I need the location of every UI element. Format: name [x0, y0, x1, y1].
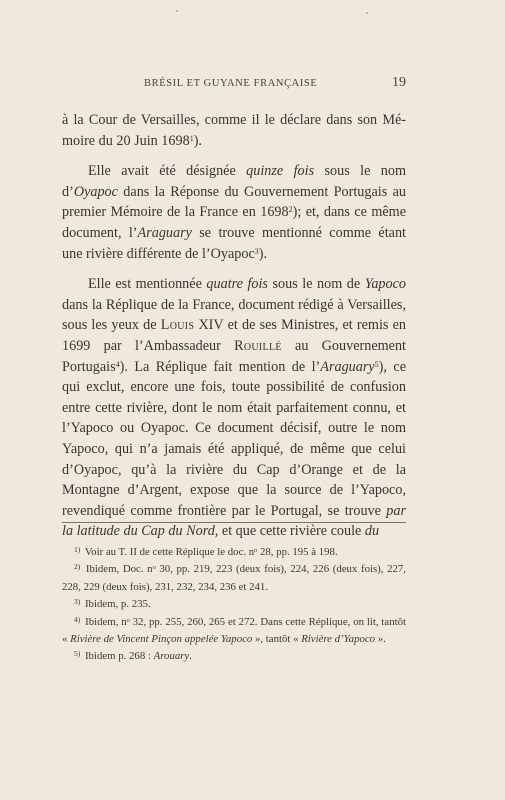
italic-run: Oyapoc [73, 183, 118, 200]
text-run: et que cette rivière coule [218, 523, 365, 540]
text-run: ); et, dans ce même document, l’ [62, 204, 406, 241]
page-number: 19 [392, 75, 406, 90]
paper-speck [176, 10, 178, 12]
footnote-ref: 1 [189, 133, 194, 143]
italic-run: du [364, 523, 380, 540]
footnote-text: Ibidem p. 268 : [84, 650, 154, 663]
text-run: Elle est mentionnée [88, 276, 207, 293]
footnote-text: ». [375, 633, 386, 646]
footnote-mark: 1) [74, 545, 81, 554]
footnote-ref: 5 [374, 359, 379, 369]
italic-run: par la latitude du Cap du Nord, [62, 502, 406, 540]
footnote-3 [62, 596, 406, 613]
text-run: dans la Réplique de la France, document rédigé à Versailles, sous les yeux de [62, 296, 406, 334]
paragraph-1 [62, 110, 406, 151]
text-run: au Gouvernement Portugais [62, 337, 406, 375]
running-title: BRÉSIL ET GUYANE FRANÇAISE [144, 78, 318, 89]
footnotes [62, 544, 406, 666]
paragraph-3 [62, 274, 406, 542]
footnote-2 [62, 561, 406, 596]
footnote-text: Voir au T. II de cette Réplique le doc. nᵒ 28, pp. 195 à 198. [84, 546, 338, 558]
footnote-divider [62, 522, 406, 523]
text-run: sous le nom de [267, 276, 365, 293]
footnote-mark: 2) [74, 562, 81, 572]
footnote-ref: 4 [115, 359, 120, 369]
text-run: dans la Réponse du Gouvernement Portugais au premier Mémoire de la France en 1698 [62, 183, 406, 221]
footnote-1 [62, 544, 406, 561]
paper-speck [366, 12, 368, 14]
italic-run: quatre fois [206, 276, 268, 293]
text-run: à la Cour de Versailles, comme il le déclare dans son Mémoire du 20 Juin 1698 [62, 112, 406, 149]
text-run: ). [193, 132, 202, 149]
footnote-italic: Rivière d’Yapoco [301, 633, 376, 646]
footnote-text: . [189, 650, 192, 663]
small-caps-run: Rouillé [234, 337, 282, 354]
main-text [62, 110, 406, 542]
footnote-mark: 4) [74, 614, 81, 624]
text-run: ), ce qui exclut, encore une fois, toute possibilité de confusion entre cette rivière, dont le nom était parfaitement connu, et l’Yapoco ou Oyapoc. Ce document décisif, outre le nom Yapoco, qui n’a jamais été appliqué, de même que celui d’Oyapoc, qu’à la rivière du Cap d’Orange et de la Montagne d’Argent, expose que la source de l’Yapoco, revendiqué comme frontière par le Portugal, se trouve [62, 358, 406, 519]
text-run: Elle avait été désignée [88, 163, 247, 180]
text-run: sous le nom d’ [62, 163, 406, 200]
footnote-text: Ibidem, p. 235. [84, 598, 151, 611]
text-run: se trouve mentionné comme étant une rivière différente de l’Oyapoc [62, 224, 406, 262]
text-run: ). [258, 245, 268, 262]
text-run: ). La Réplique fait mention de l’ [119, 358, 321, 375]
footnote-mark: 3) [74, 597, 81, 607]
italic-run: Yapoco [364, 276, 406, 293]
footnote-ref: 2 [288, 205, 293, 215]
footnote-italic: Arouary [153, 650, 190, 663]
footnote-text: Ibidem, nᵒ 32, pp. 255, 260, 265 et 272. Dans cette Réplique, on lit, tantôt « [62, 615, 407, 646]
italic-run: quinze fois [246, 163, 315, 180]
text-run: XIV et de ses Ministres, et remis en 1699 par l’Ambassadeur [62, 317, 406, 354]
footnote-italic: Rivière de Vincent Pinçon appelée Yapoco [70, 633, 253, 646]
italic-run: Araguary [320, 358, 375, 375]
footnote-4 [62, 614, 406, 649]
italic-run: Araguary [137, 224, 192, 241]
footnote-text: », tantôt « [252, 633, 302, 646]
small-caps-run: Louis [160, 317, 195, 334]
paragraph-2 [62, 161, 406, 264]
footnote-text: Ibidem, Doc. nᵒ 30, pp. 219, 223 (deux fois), 224, 226 (deux fois), 227, 228, 229 (deux fois), 231, 232, 234, 236 et 241. [62, 563, 407, 593]
footnote-ref: 3 [254, 246, 259, 256]
footnote-5 [62, 648, 406, 665]
footnote-mark: 5) [74, 649, 81, 659]
